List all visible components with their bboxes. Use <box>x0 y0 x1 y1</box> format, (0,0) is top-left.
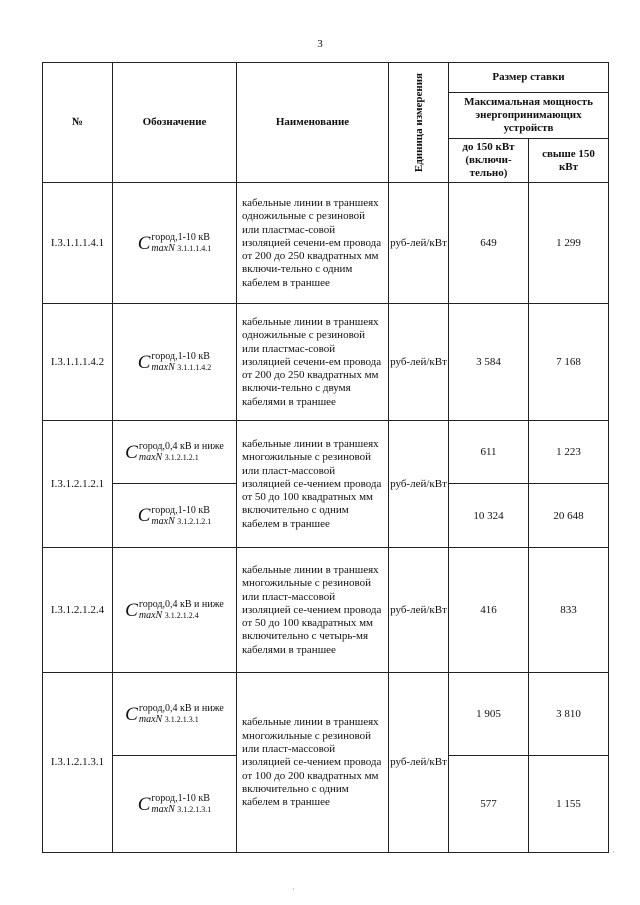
page-number: 3 <box>317 38 323 50</box>
rate-formula <box>138 351 212 373</box>
formula-superscript: город,1-10 кВ <box>151 504 210 516</box>
rate-up-to-150: 10 324 <box>449 484 529 548</box>
formula-subscript-var: maxN <box>151 804 175 815</box>
formula-subscript-code: 3.1.2.1.3.1 <box>177 805 212 814</box>
row-number: I.3.1.2.1.3.1 <box>43 673 113 853</box>
row-number: I.3.1.1.1.4.1 <box>43 183 113 304</box>
row-description: кабельные линии в траншеях одножильные с резиновой или пластмас-совой изоляцией сечени-ем провода от 200 до 250 квадратных мм включи-тельно с двумя кабелями в траншее <box>237 304 389 421</box>
tariff-table <box>42 62 609 853</box>
designation-cell <box>113 304 237 421</box>
rate-formula <box>138 793 212 815</box>
rate-up-to-150: 649 <box>449 183 529 304</box>
header-max-power: Максимальная мощность энергопринимающих устройств <box>449 93 609 139</box>
margin-dot: · <box>292 885 295 894</box>
rate-over-150: 7 168 <box>529 304 609 421</box>
row-description: кабельные линии в траншеях многожильные с резиновой или пласт-массовой изоляцией се-чением провода от 100 до 200 квадратных мм включительно с одним кабелем в траншее <box>237 673 389 853</box>
formula-subscript-var: maxN <box>151 515 175 527</box>
rate-over-150: 1 155 <box>529 756 609 853</box>
table-row <box>43 304 609 421</box>
formula-subscript-var: maxN <box>138 610 163 621</box>
header-unit: Единица измерения <box>412 72 425 173</box>
row-description: кабельные линии в траншеях одножильные с резиновой или пластмас-совой изоляцией сечени-ем провода от 200 до 250 квадратных мм включи-тельно с одним кабелем в траншее <box>237 183 389 304</box>
designation-cell <box>113 421 237 484</box>
formula-subscript-code: 3.1.2.1.3.1 <box>164 715 199 724</box>
rate-over-150: 1 299 <box>529 183 609 304</box>
formula-subscript-var: maxN <box>138 714 163 725</box>
designation-cell <box>113 673 237 756</box>
header-designation: Обозначение <box>113 63 237 183</box>
rate-formula <box>138 505 212 527</box>
rate-formula <box>125 599 224 621</box>
formula-superscript: город,1-10 кВ <box>151 351 210 362</box>
formula-subscript-var: maxN <box>151 362 175 373</box>
header-name: Наименование <box>237 63 389 183</box>
formula-subscript-code: 3.1.2.1.2.4 <box>164 611 199 620</box>
row-unit: руб-лей/кВт <box>389 673 449 853</box>
row-unit: руб-лей/кВт <box>389 421 449 548</box>
row-unit: руб-лей/кВт <box>389 183 449 304</box>
row-description: кабельные линии в траншеях многожильные с резиновой или пласт-массовой изоляцией се-чением провода от 50 до 100 квадратных мм включительно с четырь-мя кабелями в траншее <box>237 548 389 673</box>
formula-symbol: C <box>137 351 151 373</box>
formula-subscript-var: maxN <box>138 452 163 463</box>
formula-superscript: город,1-10 кВ <box>151 232 210 243</box>
rate-formula <box>138 232 212 254</box>
rate-up-to-150: 3 584 <box>449 304 529 421</box>
rate-formula <box>125 703 224 725</box>
rate-up-to-150: 416 <box>449 548 529 673</box>
header-rate-size: Размер ставки <box>449 63 609 93</box>
rate-over-150: 1 223 <box>529 421 609 484</box>
formula-symbol: C <box>125 441 138 463</box>
formula-symbol: C <box>137 232 151 254</box>
header-number: № <box>43 63 113 183</box>
designation-cell <box>113 484 237 548</box>
rate-over-150: 3 810 <box>529 673 609 756</box>
designation-cell <box>113 756 237 853</box>
row-number: I.3.1.1.1.4.2 <box>43 304 113 421</box>
formula-symbol: C <box>137 505 151 526</box>
header-unit-cell <box>389 63 449 183</box>
formula-symbol: C <box>125 599 138 621</box>
rate-over-150: 833 <box>529 548 609 673</box>
header-over-150: свыше 150 кВт <box>529 139 609 183</box>
margin-dot: · <box>612 848 615 857</box>
formula-symbol: C <box>125 703 138 725</box>
header-up-to-150: до 150 кВт (включи-тельно) <box>449 139 529 183</box>
formula-subscript-code: 3.1.1.1.4.1 <box>177 244 212 253</box>
rate-up-to-150: 611 <box>449 421 529 484</box>
formula-subscript-code: 3.1.2.1.2.1 <box>164 453 199 462</box>
row-unit: руб-лей/кВт <box>389 304 449 421</box>
formula-superscript: город,1-10 кВ <box>151 793 210 804</box>
rate-up-to-150: 577 <box>449 756 529 853</box>
row-number: I.3.1.2.1.2.1 <box>43 421 113 548</box>
designation-cell <box>113 548 237 673</box>
formula-subscript-code: 3.1.1.1.4.2 <box>177 363 212 372</box>
row-description: кабельные линии в траншеях многожильные с резиновой или пласт-массовой изоляцией се-чением провода от 50 до 100 квадратных мм включительно с одним кабелем в траншее <box>237 421 389 548</box>
formula-symbol: C <box>137 793 151 815</box>
row-unit: руб-лей/кВт <box>389 548 449 673</box>
rate-up-to-150: 1 905 <box>449 673 529 756</box>
designation-cell <box>113 183 237 304</box>
table-row <box>43 183 609 304</box>
table-row <box>43 673 609 756</box>
rate-over-150: 20 648 <box>529 484 609 548</box>
table-row <box>43 548 609 673</box>
table-row <box>43 421 609 484</box>
formula-superscript: город,0,4 кВ и ниже <box>138 703 224 714</box>
formula-superscript: город,0,4 кВ и ниже <box>138 441 224 452</box>
formula-superscript: город,0,4 кВ и ниже <box>138 599 224 610</box>
rate-formula <box>125 441 224 463</box>
formula-subscript-code: 3.1.2.1.2.1 <box>177 516 212 526</box>
formula-subscript-var: maxN <box>151 243 175 254</box>
row-number: I.3.1.2.1.2.4 <box>43 548 113 673</box>
